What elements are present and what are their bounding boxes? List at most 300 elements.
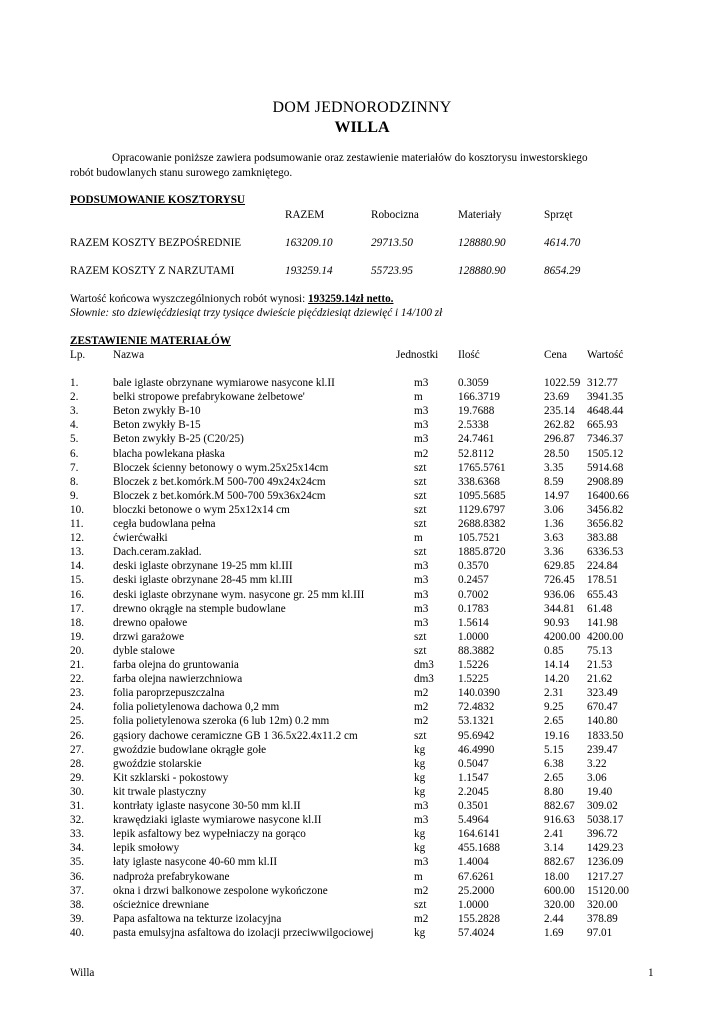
material-lp: 39. xyxy=(70,912,84,925)
materials-col-unit: Jednostki xyxy=(396,349,439,361)
material-value: 75.13 xyxy=(587,644,613,657)
material-unit: m3 xyxy=(414,419,429,432)
material-price: 3.63 xyxy=(544,532,564,545)
summary-row-label: RAZEM KOSZTY Z NARZUTAMI xyxy=(70,265,235,277)
table-row xyxy=(0,433,724,447)
material-lp: 14. xyxy=(70,560,84,573)
material-unit: m3 xyxy=(414,574,429,587)
material-price: 5.15 xyxy=(544,743,564,756)
material-name: ościeżnice drewniane xyxy=(113,898,209,911)
material-qty: 1.4004 xyxy=(458,856,489,869)
material-name: dyble stalowe xyxy=(113,644,175,657)
table-row xyxy=(0,885,724,899)
material-value: 378.89 xyxy=(587,912,618,925)
table-row xyxy=(0,856,724,870)
material-unit: kg xyxy=(414,757,426,770)
material-value: 1236.09 xyxy=(587,856,624,869)
material-unit: kg xyxy=(414,743,426,756)
material-unit: dm3 xyxy=(414,659,434,671)
material-value: 2908.89 xyxy=(587,475,624,488)
page-number: 1 xyxy=(648,967,654,979)
summary-row-razem: 163209.10 xyxy=(285,237,333,249)
material-unit: m3 xyxy=(414,433,429,446)
material-lp: 6. xyxy=(70,447,79,460)
material-price: 726.45 xyxy=(544,574,575,587)
table-row xyxy=(0,828,724,842)
material-price: 2.41 xyxy=(544,828,564,841)
material-qty: 0.2457 xyxy=(458,574,489,587)
material-price: 9.25 xyxy=(544,701,564,714)
table-row xyxy=(0,574,724,588)
material-value: 1217.27 xyxy=(587,870,624,883)
material-value: 21.53 xyxy=(587,659,613,671)
material-unit: m3 xyxy=(414,602,429,615)
material-value: 5914.68 xyxy=(587,461,624,474)
table-row xyxy=(0,462,724,476)
material-lp: 15. xyxy=(70,574,84,587)
material-unit: m xyxy=(414,391,423,404)
summary-col-materialy: Materiały xyxy=(458,209,502,221)
material-price: 936.06 xyxy=(544,588,575,601)
material-qty: 1.5225 xyxy=(458,673,489,686)
material-lp: 16. xyxy=(70,588,84,601)
material-lp: 35. xyxy=(70,856,84,869)
material-qty: 2688.8382 xyxy=(458,518,506,530)
summary-row-materialy: 128880.90 xyxy=(458,237,506,249)
material-qty: 53.1321 xyxy=(458,715,495,728)
material-unit: kg xyxy=(414,785,426,798)
material-value: 7346.37 xyxy=(587,433,624,446)
material-price: 320.00 xyxy=(544,898,575,911)
table-row xyxy=(0,490,724,504)
material-unit: szt xyxy=(414,503,427,516)
material-unit: szt xyxy=(414,461,427,474)
materials-heading: ZESTAWIENIE MATERIAŁÓW xyxy=(70,335,231,347)
material-qty: 164.6141 xyxy=(458,828,500,841)
table-row xyxy=(0,603,724,617)
material-value: 5038.17 xyxy=(587,814,624,827)
material-unit: m xyxy=(414,870,423,883)
table-row xyxy=(0,758,724,772)
material-qty: 25.2000 xyxy=(458,884,495,897)
material-name: belki stropowe prefabrykowane żelbetowe' xyxy=(113,391,305,404)
material-price: 600.00 xyxy=(544,884,575,897)
material-name: nadproża prefabrykowane xyxy=(113,870,230,883)
material-name: kit trwale plastyczny xyxy=(113,785,207,798)
material-lp: 40. xyxy=(70,926,84,939)
materials-col-lp: Lp. xyxy=(70,349,86,361)
material-price: 2.65 xyxy=(544,771,564,784)
material-unit: szt xyxy=(414,546,427,559)
material-value: 19.40 xyxy=(587,785,613,798)
material-unit: m2 xyxy=(414,884,429,897)
material-qty: 1885.8720 xyxy=(458,546,506,559)
material-price: 0.85 xyxy=(544,644,564,657)
material-name: pasta emulsyjna asfaltowa do izolacji przeciwwilgociowej xyxy=(113,926,374,939)
material-lp: 24. xyxy=(70,701,84,714)
final-value-words: Słownie: sto dziewięćdziesiąt trzy tysiące dwieście pięćdziesiąt dziewięć i 14/100 zł xyxy=(70,307,443,319)
footer-title: Willa xyxy=(70,967,95,979)
material-name: farba olejna do gruntowania xyxy=(113,659,239,671)
material-value: 665.93 xyxy=(587,419,618,432)
table-row xyxy=(0,814,724,828)
table-row xyxy=(0,899,724,913)
material-lp: 31. xyxy=(70,800,84,812)
material-unit: m2 xyxy=(414,912,429,925)
material-name: Dach.ceram.zakład. xyxy=(113,546,202,559)
table-row xyxy=(0,786,724,800)
material-name: Bloczek z bet.komórk.M 500-700 49x24x24cm xyxy=(113,475,326,488)
material-qty: 155.2828 xyxy=(458,912,500,925)
material-price: 296.87 xyxy=(544,433,575,446)
material-lp: 2. xyxy=(70,391,79,404)
material-value: 6336.53 xyxy=(587,546,624,559)
material-qty: 2.5338 xyxy=(458,419,489,432)
material-lp: 10. xyxy=(70,503,84,516)
material-unit: kg xyxy=(414,842,426,855)
material-qty: 0.1783 xyxy=(458,602,489,615)
material-qty: 52.8112 xyxy=(458,447,494,460)
material-unit: dm3 xyxy=(414,673,434,686)
summary-row xyxy=(0,237,724,251)
table-row xyxy=(0,631,724,645)
table-row xyxy=(0,560,724,574)
material-price: 3.36 xyxy=(544,546,564,559)
material-unit: m3 xyxy=(414,800,429,812)
table-row xyxy=(0,730,724,744)
material-name: bale iglaste obrzynane wymiarowe nasycone kl.II xyxy=(113,377,335,389)
table-row xyxy=(0,504,724,518)
material-value: 21.62 xyxy=(587,673,613,686)
material-value: 312.77 xyxy=(587,377,618,389)
material-qty: 0.3501 xyxy=(458,800,489,812)
material-lp: 9. xyxy=(70,489,79,502)
table-row xyxy=(0,377,724,391)
summary-col-sprzet: Sprzęt xyxy=(544,209,573,221)
material-lp: 21. xyxy=(70,659,84,671)
table-row xyxy=(0,391,724,405)
table-row xyxy=(0,659,724,673)
material-lp: 25. xyxy=(70,715,84,728)
material-qty: 0.3059 xyxy=(458,377,489,389)
material-name: gwoździe budowlane okrągłe gołe xyxy=(113,743,267,756)
material-price: 1.69 xyxy=(544,926,564,939)
table-row xyxy=(0,645,724,659)
material-name: Bloczek z bet.komórk.M 500-700 59x36x24cm xyxy=(113,489,326,502)
material-qty: 1.1547 xyxy=(458,771,489,784)
material-value: 670.47 xyxy=(587,701,618,714)
material-value: 4200.00 xyxy=(587,630,624,643)
material-qty: 105.7521 xyxy=(458,532,500,545)
material-price: 14.97 xyxy=(544,489,570,502)
material-qty: 46.4990 xyxy=(458,743,495,756)
material-name: bloczki betonowe o wym 25x12x14 cm xyxy=(113,503,290,516)
table-row xyxy=(0,405,724,419)
material-value: 396.72 xyxy=(587,828,618,841)
table-row xyxy=(0,715,724,729)
material-lp: 34. xyxy=(70,842,84,855)
material-lp: 26. xyxy=(70,729,84,742)
table-row xyxy=(0,589,724,603)
material-unit: szt xyxy=(414,475,427,488)
table-row xyxy=(0,842,724,856)
material-qty: 166.3719 xyxy=(458,391,500,404)
material-unit: m3 xyxy=(414,588,429,601)
material-unit: szt xyxy=(414,898,427,911)
material-price: 235.14 xyxy=(544,405,575,418)
material-lp: 20. xyxy=(70,644,84,657)
material-name: lepik asfaltowy bez wypełniaczy na gorąco xyxy=(113,828,306,841)
summary-col-razem: RAZEM xyxy=(285,209,325,221)
material-value: 3456.82 xyxy=(587,503,624,516)
material-value: 16400.66 xyxy=(587,489,629,502)
table-row xyxy=(0,518,724,532)
table-row xyxy=(0,871,724,885)
document-subtitle: WILLA xyxy=(334,119,390,136)
material-unit: m xyxy=(414,532,423,545)
material-qty: 1765.5761 xyxy=(458,461,506,474)
material-lp: 36. xyxy=(70,870,84,883)
material-price: 262.82 xyxy=(544,419,575,432)
material-unit: m3 xyxy=(414,377,429,389)
material-unit: m3 xyxy=(414,616,429,629)
summary-row-sprzet: 4614.70 xyxy=(544,237,581,249)
material-lp: 38. xyxy=(70,898,84,911)
material-name: kontrłaty iglaste nasycone 30-50 mm kl.II xyxy=(113,800,301,812)
material-qty: 2.2045 xyxy=(458,785,489,798)
summary-row-sprzet: 8654.29 xyxy=(544,265,581,277)
material-price: 3.35 xyxy=(544,461,564,474)
material-unit: szt xyxy=(414,729,427,742)
material-name: gwoździe stolarskie xyxy=(113,757,202,770)
material-value: 97.01 xyxy=(587,926,613,939)
intro-line-1: Opracowanie poniższe zawiera podsumowanie oraz zestawienie materiałów do kosztorysu inwestorskiego xyxy=(112,152,588,164)
material-lp: 28. xyxy=(70,757,84,770)
material-unit: szt xyxy=(414,518,427,530)
material-value: 4648.44 xyxy=(587,405,624,418)
material-unit: m3 xyxy=(414,856,429,869)
material-unit: m2 xyxy=(414,447,429,460)
materials-col-name: Nazwa xyxy=(113,349,145,361)
material-qty: 1095.5685 xyxy=(458,489,506,502)
material-name: Papa asfaltowa na tekturze izolacyjna xyxy=(113,912,282,925)
table-row xyxy=(0,546,724,560)
material-unit: kg xyxy=(414,926,426,939)
material-lp: 32. xyxy=(70,814,84,827)
material-qty: 67.6261 xyxy=(458,870,495,883)
material-value: 1833.50 xyxy=(587,729,624,742)
material-price: 1022.59 xyxy=(544,377,581,389)
material-qty: 95.6942 xyxy=(458,729,495,742)
material-qty: 0.5047 xyxy=(458,757,489,770)
final-value-amount: 193259.14zł netto. xyxy=(308,293,394,305)
material-price: 916.63 xyxy=(544,814,575,827)
material-lp: 17. xyxy=(70,602,84,615)
material-name: folia polietylenowa szeroka (6 lub 12m) 0.2 mm xyxy=(113,715,330,728)
table-row xyxy=(0,673,724,687)
table-row xyxy=(0,744,724,758)
material-value: 178.51 xyxy=(587,574,618,587)
material-lp: 3. xyxy=(70,405,79,418)
material-value: 3941.35 xyxy=(587,391,624,404)
material-name: drewno opałowe xyxy=(113,616,188,629)
material-lp: 4. xyxy=(70,419,79,432)
material-value: 141.98 xyxy=(587,616,618,629)
table-row xyxy=(0,419,724,433)
intro-line-2: robót budowlanych stanu surowego zamkniętego. xyxy=(70,167,293,179)
table-row xyxy=(0,701,724,715)
table-row xyxy=(0,927,724,941)
material-unit: m3 xyxy=(414,560,429,573)
material-lp: 19. xyxy=(70,630,84,643)
material-unit: m3 xyxy=(414,814,429,827)
material-unit: kg xyxy=(414,771,426,784)
material-price: 6.38 xyxy=(544,757,564,770)
material-name: Bloczek ścienny betonowy o wym.25x25x14cm xyxy=(113,461,329,474)
material-name: Beton zwykły B-25 (C20/25) xyxy=(113,433,244,446)
material-qty: 1.5226 xyxy=(458,659,489,671)
material-qty: 72.4832 xyxy=(458,701,495,714)
material-name: Beton zwykły B-15 xyxy=(113,419,201,432)
material-unit: m2 xyxy=(414,701,429,714)
material-lp: 13. xyxy=(70,546,84,559)
material-value: 61.48 xyxy=(587,602,613,615)
material-price: 629.85 xyxy=(544,560,575,573)
material-lp: 22. xyxy=(70,673,84,686)
material-qty: 0.3570 xyxy=(458,560,489,573)
material-name: Kit szklarski - pokostowy xyxy=(113,771,229,784)
material-name: krawędziaki iglaste wymiarowe nasycone kl.II xyxy=(113,814,322,827)
summary-row-robocizna: 29713.50 xyxy=(371,237,413,249)
material-value: 320.00 xyxy=(587,898,618,911)
material-lp: 33. xyxy=(70,828,84,841)
material-name: okna i drzwi balkonowe zespolone wykończone xyxy=(113,884,328,897)
materials-col-price: Cena xyxy=(544,349,567,361)
material-qty: 24.7461 xyxy=(458,433,495,446)
material-price: 882.67 xyxy=(544,856,575,869)
material-unit: kg xyxy=(414,828,426,841)
material-qty: 1129.6797 xyxy=(458,503,506,516)
material-qty: 1.0000 xyxy=(458,898,489,911)
material-name: folia polietylenowa dachowa 0,2 mm xyxy=(113,701,280,714)
material-price: 90.93 xyxy=(544,616,570,629)
material-qty: 455.1688 xyxy=(458,842,500,855)
summary-row-razem: 193259.14 xyxy=(285,265,333,277)
material-value: 3656.82 xyxy=(587,518,624,530)
material-unit: m2 xyxy=(414,687,429,700)
material-name: ćwierćwałki xyxy=(113,532,168,545)
material-price: 3.14 xyxy=(544,842,564,855)
material-price: 2.44 xyxy=(544,912,564,925)
material-value: 309.02 xyxy=(587,800,618,812)
table-row xyxy=(0,617,724,631)
material-price: 14.20 xyxy=(544,673,570,686)
table-row xyxy=(0,913,724,927)
material-price: 19.16 xyxy=(544,729,570,742)
material-price: 4200.00 xyxy=(544,630,581,643)
material-price: 14.14 xyxy=(544,659,570,671)
material-qty: 140.0390 xyxy=(458,687,500,700)
table-row xyxy=(0,687,724,701)
material-name: lepik smołowy xyxy=(113,842,180,855)
material-qty: 1.0000 xyxy=(458,630,489,643)
table-row xyxy=(0,800,724,814)
material-lp: 1. xyxy=(70,377,79,389)
material-value: 3.06 xyxy=(587,771,607,784)
material-lp: 11. xyxy=(70,518,84,530)
material-value: 140.80 xyxy=(587,715,618,728)
material-price: 2.31 xyxy=(544,687,564,700)
material-name: folia paroprzepuszczalna xyxy=(113,687,225,700)
material-value: 1429.23 xyxy=(587,842,624,855)
summary-col-robocizna: Robocizna xyxy=(371,209,419,221)
summary-heading: PODSUMOWANIE KOSZTORYSU xyxy=(70,194,246,206)
final-value-prefix: Wartość końcowa wyszczególnionych robót wynosi: xyxy=(70,293,309,305)
table-row xyxy=(0,532,724,546)
material-price: 882.67 xyxy=(544,800,575,812)
table-row xyxy=(0,772,724,786)
material-value: 15120.00 xyxy=(587,884,629,897)
material-lp: 27. xyxy=(70,743,84,756)
material-lp: 7. xyxy=(70,461,79,474)
material-value: 655.43 xyxy=(587,588,618,601)
material-name: łaty iglaste nasycone 40-60 mm kl.II xyxy=(113,856,278,869)
material-unit: szt xyxy=(414,630,427,643)
material-qty: 0.7002 xyxy=(458,588,489,601)
material-name: Beton zwykły B-10 xyxy=(113,405,201,418)
material-name: deski iglaste obrzynane 28-45 mm kl.III xyxy=(113,574,293,587)
table-row xyxy=(0,448,724,462)
material-value: 224.84 xyxy=(587,560,618,573)
material-qty: 1.5614 xyxy=(458,616,489,629)
material-lp: 37. xyxy=(70,884,84,897)
material-name: drewno okrągłe na stemple budowlane xyxy=(113,602,286,615)
material-price: 344.81 xyxy=(544,602,575,615)
material-unit: m2 xyxy=(414,715,429,728)
material-name: deski iglaste obrzynane wym. nasycone gr. 25 mm kl.III xyxy=(113,588,365,601)
table-row xyxy=(0,476,724,490)
material-lp: 12. xyxy=(70,532,84,545)
material-name: drzwi garażowe xyxy=(113,630,185,643)
material-lp: 30. xyxy=(70,785,84,798)
material-name: blacha powlekana płaska xyxy=(113,447,225,460)
material-price: 23.69 xyxy=(544,391,570,404)
material-unit: szt xyxy=(414,644,427,657)
material-unit: m3 xyxy=(414,405,429,418)
material-price: 2.65 xyxy=(544,715,564,728)
material-name: farba olejna nawierzchniowa xyxy=(113,673,243,686)
final-value-line xyxy=(70,293,393,305)
material-name: cegła budowlana pełna xyxy=(113,518,216,530)
material-value: 323.49 xyxy=(587,687,618,700)
material-price: 8.59 xyxy=(544,475,564,488)
summary-row-robocizna: 55723.95 xyxy=(371,265,413,277)
material-name: deski iglaste obrzynane 19-25 mm kl.III xyxy=(113,560,293,573)
material-lp: 18. xyxy=(70,616,84,629)
summary-row xyxy=(0,265,724,279)
material-qty: 19.7688 xyxy=(458,405,495,418)
material-lp: 23. xyxy=(70,687,84,700)
material-qty: 5.4964 xyxy=(458,814,489,827)
material-price: 1.36 xyxy=(544,518,564,530)
material-name: gąsiory dachowe ceramiczne GB 1 36.5x22.4x11.2 cm xyxy=(113,729,358,742)
materials-col-qty: Ilość xyxy=(458,349,480,361)
material-price: 8.80 xyxy=(544,785,564,798)
material-qty: 88.3882 xyxy=(458,644,495,657)
material-price: 18.00 xyxy=(544,870,570,883)
material-lp: 8. xyxy=(70,475,79,488)
material-lp: 5. xyxy=(70,433,79,446)
